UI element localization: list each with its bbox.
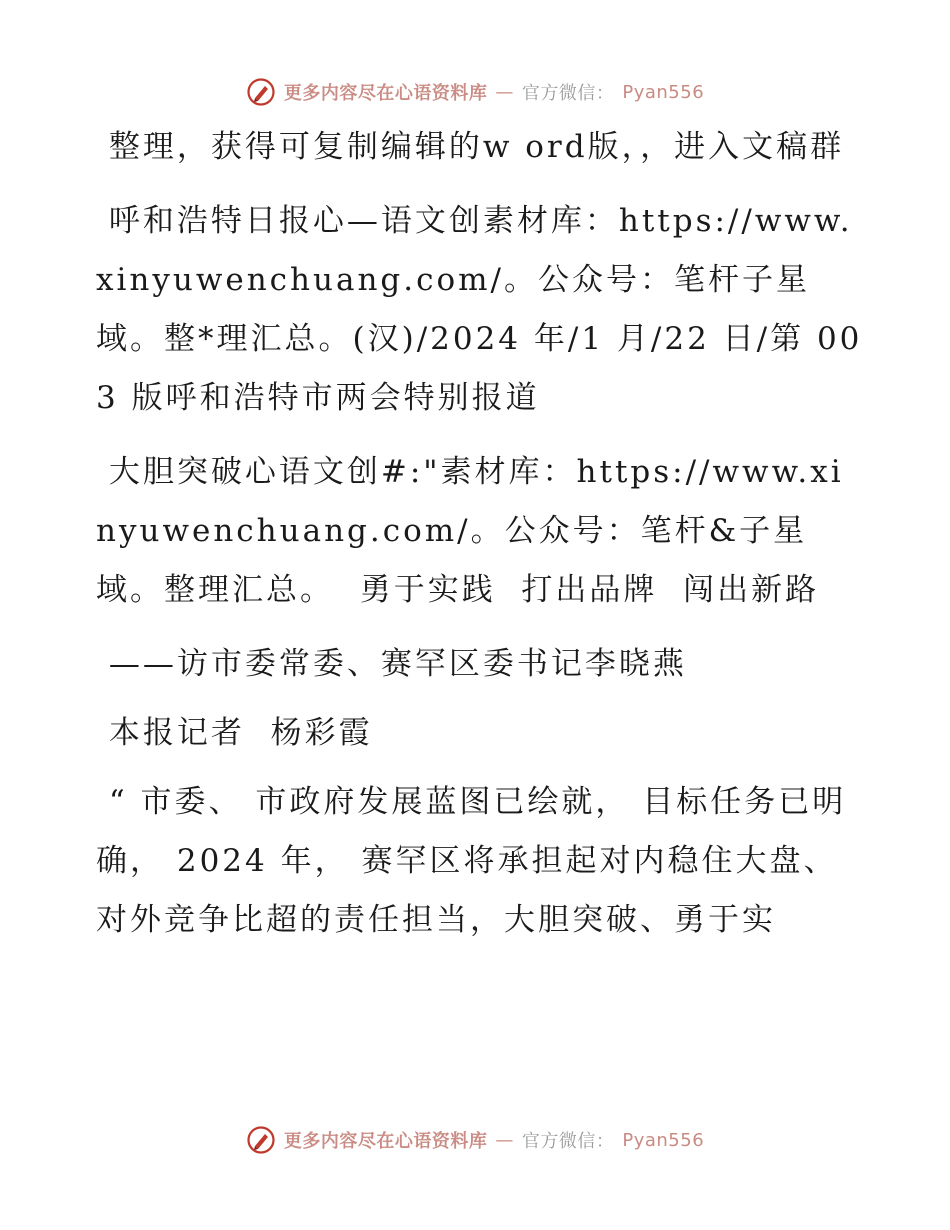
footer-banner-wechat-id: Pyan556 bbox=[622, 1129, 705, 1151]
footer-banner-official-label: 官方微信： bbox=[521, 1131, 615, 1152]
header-banner-main-text: 更多内容尽在心语资料库 bbox=[283, 83, 488, 104]
footer-banner-main-text: 更多内容尽在心语资料库 bbox=[283, 1131, 488, 1152]
pen-logo-icon bbox=[246, 1125, 276, 1155]
paragraph-byline: 本报记者 杨彩霞 bbox=[96, 715, 373, 751]
paragraph-subtitle: ——访市委常委、赛罕区委书记李晓燕 bbox=[96, 646, 687, 682]
paragraph-intro: 整理，获得可复制编辑的w ord版，，进入文稿群 bbox=[96, 129, 845, 165]
header-banner-separator: — bbox=[495, 81, 514, 103]
pen-logo-icon bbox=[246, 77, 276, 107]
footer-banner-separator: — bbox=[495, 1129, 514, 1151]
header-banner-wechat-id: Pyan556 bbox=[622, 81, 705, 103]
paragraph-body-text: “ 市委、 市政府发展蓝图已绘就， 目标任务已明确， 2024 年， 赛罕区将承担起对内稳住大盘、对外竞争比超的责任担当，大胆突破、勇于实 bbox=[96, 784, 847, 938]
footer-watermark-banner bbox=[0, 1120, 950, 1160]
paragraph-source: 呼和浩特日报心—语文创素材库：https://www.xinyuwenchuang.com/。公众号：笔杆子星域。整*理汇总。(汉)/2024 年/1 月/22 日/第 003 版呼和浩特市两会特别报道 bbox=[96, 203, 863, 416]
paragraph-headline: 大胆突破心语文创#:"素材库：https://www.xinyuwenchuang.com/。公众号：笔杆&子星域。整理汇总。 勇于实践 打出品牌 闯出新路 bbox=[96, 454, 844, 608]
article-body bbox=[96, 118, 866, 965]
header-banner-official-label: 官方微信： bbox=[521, 83, 615, 104]
header-watermark-banner bbox=[0, 72, 950, 112]
